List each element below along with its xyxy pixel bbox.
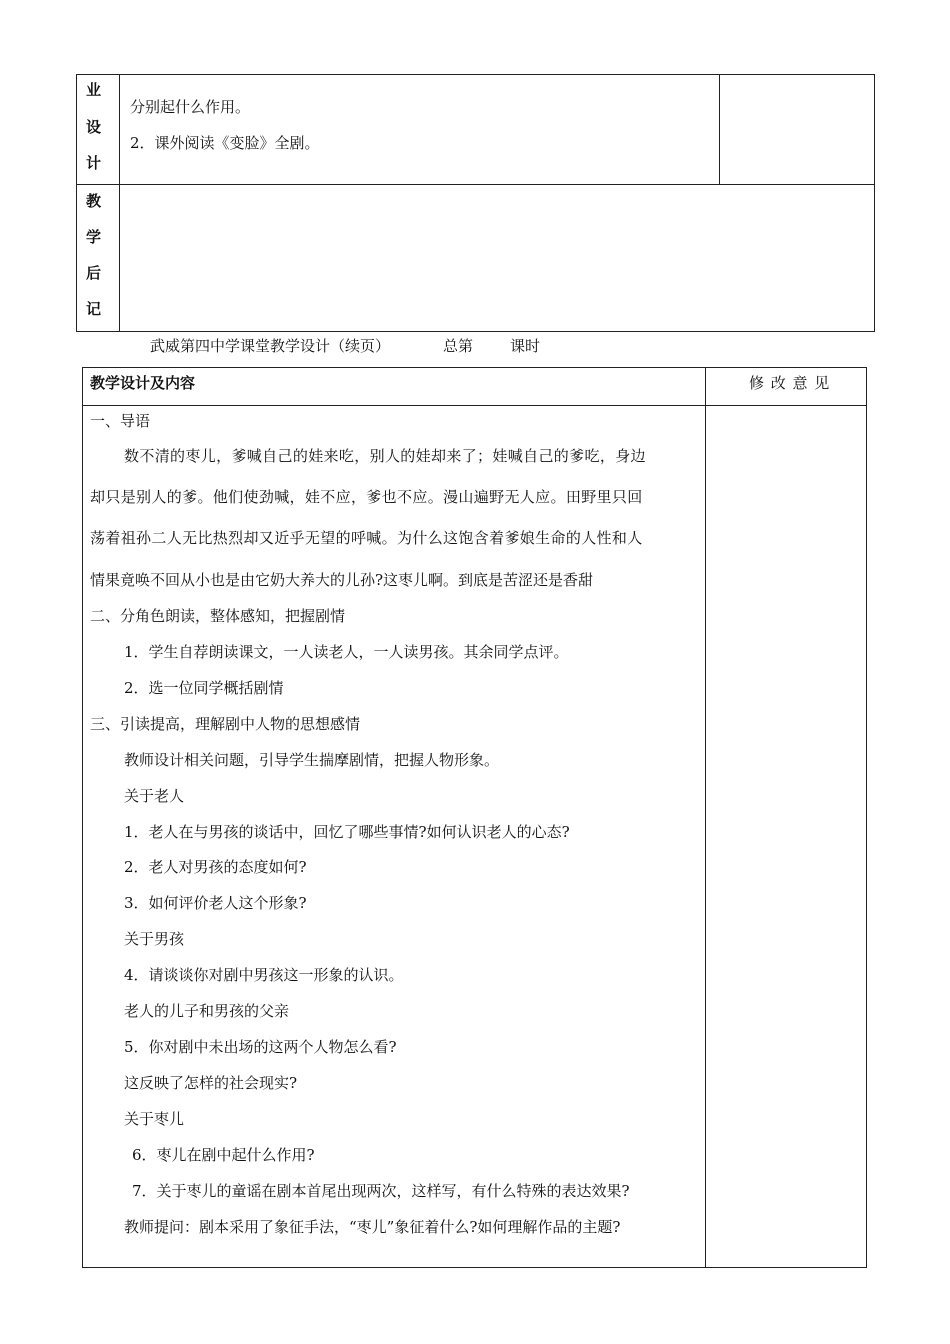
content-line: 1．老人在与男孩的谈话中，回忆了哪些事情?如何认识老人的心态? bbox=[124, 823, 570, 841]
content-line: 却只是别人的爹。他们使劲喊，娃不应，爹也不应。漫山遍野无人应。田野里只回 bbox=[90, 488, 643, 506]
content-line: 荡着祖孙二人无比热烈却又近乎无望的呼喊。为什么这饱含着爹娘生命的人性和人 bbox=[90, 529, 643, 547]
content-line: 老人的儿子和男孩的父亲 bbox=[124, 1002, 290, 1020]
content-line: 2．老人对男孩的态度如何? bbox=[124, 858, 307, 876]
content-line: 关于男孩 bbox=[124, 930, 185, 948]
reflection-label-char: 教 bbox=[86, 192, 102, 210]
content-line: 教师设计相关问题，引导学生揣摩剧情，把握人物形象。 bbox=[124, 751, 500, 769]
content-line: 1．学生自荐朗读课文，一人读老人，一人读男孩。其余同学点评。 bbox=[124, 643, 569, 661]
content-line: 6．枣儿在剧中起什么作用? bbox=[132, 1146, 315, 1164]
content-line: 5．你对剧中未出场的这两个人物怎么看? bbox=[124, 1038, 397, 1056]
main-table-col-divider bbox=[705, 367, 706, 1268]
content-line: 关于枣儿 bbox=[124, 1110, 185, 1128]
content-line: 教师提问：剧本采用了象征手法，“枣儿”象征着什么?如何理解作品的主题? bbox=[124, 1218, 621, 1236]
content-line: 一、导语 bbox=[90, 412, 151, 430]
content-line: 三、引读提高，理解剧中人物的思想感情 bbox=[90, 715, 361, 733]
main-table-header-content: 教学设计及内容 bbox=[90, 374, 196, 392]
reflection-label-char: 后 bbox=[86, 264, 102, 282]
homework-label-char: 设 bbox=[86, 118, 102, 136]
page-caption-period: 课时 bbox=[510, 337, 541, 355]
homework-label-char: 计 bbox=[86, 154, 102, 172]
content-line: 数不清的枣儿，爹喊自己的娃来吃，别人的娃却来了；娃喊自己的爹吃，身边 bbox=[124, 447, 646, 465]
homework-label-char: 业 bbox=[86, 81, 102, 99]
top-table-col-divider-1 bbox=[119, 74, 120, 332]
homework-line: 2．课外阅读《变脸》全剧。 bbox=[130, 134, 320, 152]
page-caption-school: 武威第四中学课堂教学设计（续页） bbox=[150, 337, 391, 355]
content-line: 二、分角色朗读，整体感知，把握剧情 bbox=[90, 607, 346, 625]
top-table-row-divider bbox=[76, 184, 875, 185]
reflection-label-char: 学 bbox=[86, 228, 102, 246]
reflection-label-char: 记 bbox=[86, 300, 102, 318]
content-line: 关于老人 bbox=[124, 787, 185, 805]
content-line: 2．选一位同学概括剧情 bbox=[124, 679, 284, 697]
content-line: 7．关于枣儿的童谣在剧本首尾出现两次，这样写，有什么特殊的表达效果? bbox=[132, 1182, 630, 1200]
content-line: 3．如何评价老人这个形象? bbox=[124, 894, 307, 912]
main-table-header-divider bbox=[82, 405, 867, 406]
content-line: 情果竟唤不回从小也是由它奶大养大的儿孙?这枣儿啊。到底是苦涩还是香甜 bbox=[90, 571, 594, 589]
main-table-header-revisions: 修 改 意 见 bbox=[749, 374, 831, 392]
top-table-col-divider-2 bbox=[719, 74, 720, 185]
content-line: 4．请谈谈你对剧中男孩这一形象的认识。 bbox=[124, 966, 404, 984]
page-caption-total: 总第 bbox=[443, 337, 474, 355]
homework-line: 分别起什么作用。 bbox=[130, 98, 251, 116]
content-line: 这反映了怎样的社会现实? bbox=[124, 1074, 298, 1092]
